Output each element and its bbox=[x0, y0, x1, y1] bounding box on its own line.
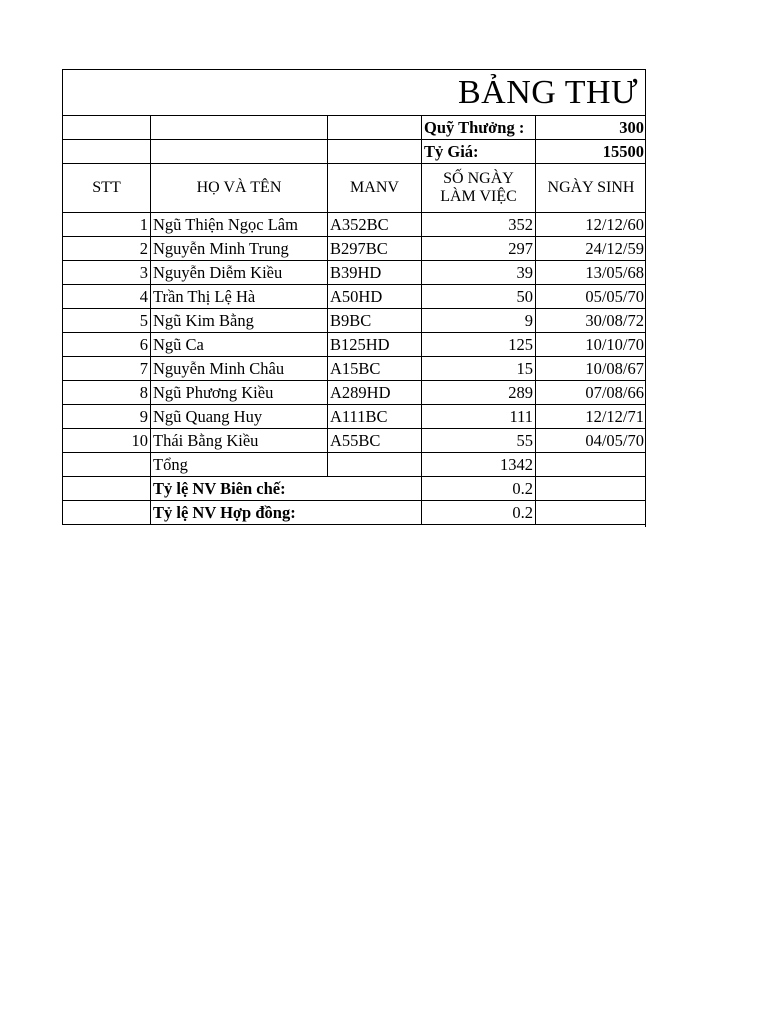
row-name[interactable]: Ngũ Kim Bằng bbox=[151, 309, 328, 333]
row-manv[interactable]: A111BC bbox=[328, 405, 422, 429]
table-row bbox=[63, 333, 647, 357]
row-name[interactable]: Ngũ Quang Huy bbox=[151, 405, 328, 429]
row-stt[interactable]: 2 bbox=[63, 237, 151, 261]
cell[interactable] bbox=[151, 140, 328, 164]
row-days[interactable]: 297 bbox=[422, 237, 536, 261]
row-dob[interactable]: 10/10/70 bbox=[536, 333, 647, 357]
fund-label[interactable]: Quỹ Thưởng : bbox=[422, 116, 536, 140]
total-row bbox=[63, 453, 647, 477]
row-days[interactable]: 15 bbox=[422, 357, 536, 381]
row-manv[interactable]: B39HD bbox=[328, 261, 422, 285]
row-days[interactable]: 50 bbox=[422, 285, 536, 309]
rate-row bbox=[63, 140, 647, 164]
ratio-value-hopdong[interactable]: 0.2 bbox=[422, 501, 536, 525]
header-dob[interactable]: NGÀY SINH bbox=[536, 164, 647, 213]
ratio-row bbox=[63, 501, 647, 525]
cell[interactable] bbox=[63, 140, 151, 164]
row-manv[interactable]: A55BC bbox=[328, 429, 422, 453]
cell[interactable] bbox=[151, 116, 328, 140]
ratio-label-hopdong[interactable]: Tỷ lệ NV Hợp đồng: bbox=[151, 501, 422, 525]
cell[interactable] bbox=[536, 501, 647, 525]
table-row bbox=[63, 429, 647, 453]
clip-edge bbox=[645, 69, 646, 527]
row-days[interactable]: 111 bbox=[422, 405, 536, 429]
table-row bbox=[63, 285, 647, 309]
cell[interactable] bbox=[63, 477, 151, 501]
row-stt[interactable]: 3 bbox=[63, 261, 151, 285]
title-cell[interactable] bbox=[63, 70, 647, 116]
row-manv[interactable]: A289HD bbox=[328, 381, 422, 405]
row-stt[interactable]: 8 bbox=[63, 381, 151, 405]
row-name[interactable]: Ngũ Phương Kiều bbox=[151, 381, 328, 405]
fund-row bbox=[63, 116, 647, 140]
cell[interactable] bbox=[63, 116, 151, 140]
cell[interactable] bbox=[63, 453, 151, 477]
row-dob[interactable]: 10/08/67 bbox=[536, 357, 647, 381]
title-row bbox=[63, 70, 647, 116]
total-days[interactable]: 1342 bbox=[422, 453, 536, 477]
header-days[interactable]: SỐ NGÀY LÀM VIỆC bbox=[422, 164, 536, 213]
row-dob[interactable]: 30/08/72 bbox=[536, 309, 647, 333]
row-manv[interactable]: A50HD bbox=[328, 285, 422, 309]
table-row bbox=[63, 261, 647, 285]
table-row bbox=[63, 309, 647, 333]
table-row bbox=[63, 213, 647, 237]
row-dob[interactable]: 13/05/68 bbox=[536, 261, 647, 285]
row-days[interactable]: 125 bbox=[422, 333, 536, 357]
row-manv[interactable]: B9BC bbox=[328, 309, 422, 333]
row-stt[interactable]: 7 bbox=[63, 357, 151, 381]
row-stt[interactable]: 10 bbox=[63, 429, 151, 453]
row-stt[interactable]: 1 bbox=[63, 213, 151, 237]
row-stt[interactable]: 9 bbox=[63, 405, 151, 429]
cell[interactable] bbox=[328, 140, 422, 164]
row-name[interactable]: Nguyễn Minh Châu bbox=[151, 357, 328, 381]
row-stt[interactable]: 6 bbox=[63, 333, 151, 357]
bonus-table bbox=[62, 69, 646, 525]
table-row bbox=[63, 381, 647, 405]
total-label[interactable]: Tổng bbox=[151, 453, 328, 477]
row-days[interactable]: 289 bbox=[422, 381, 536, 405]
row-stt[interactable]: 5 bbox=[63, 309, 151, 333]
cell[interactable] bbox=[536, 453, 647, 477]
row-days[interactable]: 39 bbox=[422, 261, 536, 285]
row-dob[interactable]: 12/12/60 bbox=[536, 213, 647, 237]
row-name[interactable]: Thái Bằng Kiều bbox=[151, 429, 328, 453]
cell[interactable] bbox=[328, 116, 422, 140]
row-days[interactable]: 9 bbox=[422, 309, 536, 333]
cell[interactable] bbox=[328, 453, 422, 477]
row-dob[interactable]: 12/12/71 bbox=[536, 405, 647, 429]
row-stt[interactable]: 4 bbox=[63, 285, 151, 309]
spreadsheet-area bbox=[62, 69, 646, 527]
row-name[interactable]: Ngũ Thiện Ngọc Lâm bbox=[151, 213, 328, 237]
row-manv[interactable]: B125HD bbox=[328, 333, 422, 357]
rate-label[interactable]: Tỷ Giá: bbox=[422, 140, 536, 164]
fund-value[interactable]: 300 bbox=[536, 116, 647, 140]
row-name[interactable]: Trần Thị Lệ Hà bbox=[151, 285, 328, 309]
rate-value[interactable]: 15500 bbox=[536, 140, 647, 164]
header-name[interactable]: HỌ VÀ TÊN bbox=[151, 164, 328, 213]
ratio-label-bienche[interactable]: Tỷ lệ NV Biên chế: bbox=[151, 477, 422, 501]
table-row bbox=[63, 405, 647, 429]
row-dob[interactable]: 05/05/70 bbox=[536, 285, 647, 309]
row-name[interactable]: Nguyễn Diễm Kiều bbox=[151, 261, 328, 285]
cell[interactable] bbox=[536, 477, 647, 501]
row-name[interactable]: Nguyễn Minh Trung bbox=[151, 237, 328, 261]
header-row bbox=[63, 164, 647, 213]
row-dob[interactable]: 07/08/66 bbox=[536, 381, 647, 405]
row-dob[interactable]: 24/12/59 bbox=[536, 237, 647, 261]
row-dob[interactable]: 04/05/70 bbox=[536, 429, 647, 453]
table-row bbox=[63, 357, 647, 381]
header-manv[interactable]: MANV bbox=[328, 164, 422, 213]
ratio-row bbox=[63, 477, 647, 501]
sheet-title: BẢNG THƯ bbox=[458, 73, 638, 111]
row-manv[interactable]: A15BC bbox=[328, 357, 422, 381]
cell[interactable] bbox=[63, 501, 151, 525]
table-row bbox=[63, 237, 647, 261]
row-manv[interactable]: A352BC bbox=[328, 213, 422, 237]
row-days[interactable]: 55 bbox=[422, 429, 536, 453]
row-manv[interactable]: B297BC bbox=[328, 237, 422, 261]
row-name[interactable]: Ngũ Ca bbox=[151, 333, 328, 357]
header-stt[interactable]: STT bbox=[63, 164, 151, 213]
ratio-value-bienche[interactable]: 0.2 bbox=[422, 477, 536, 501]
row-days[interactable]: 352 bbox=[422, 213, 536, 237]
